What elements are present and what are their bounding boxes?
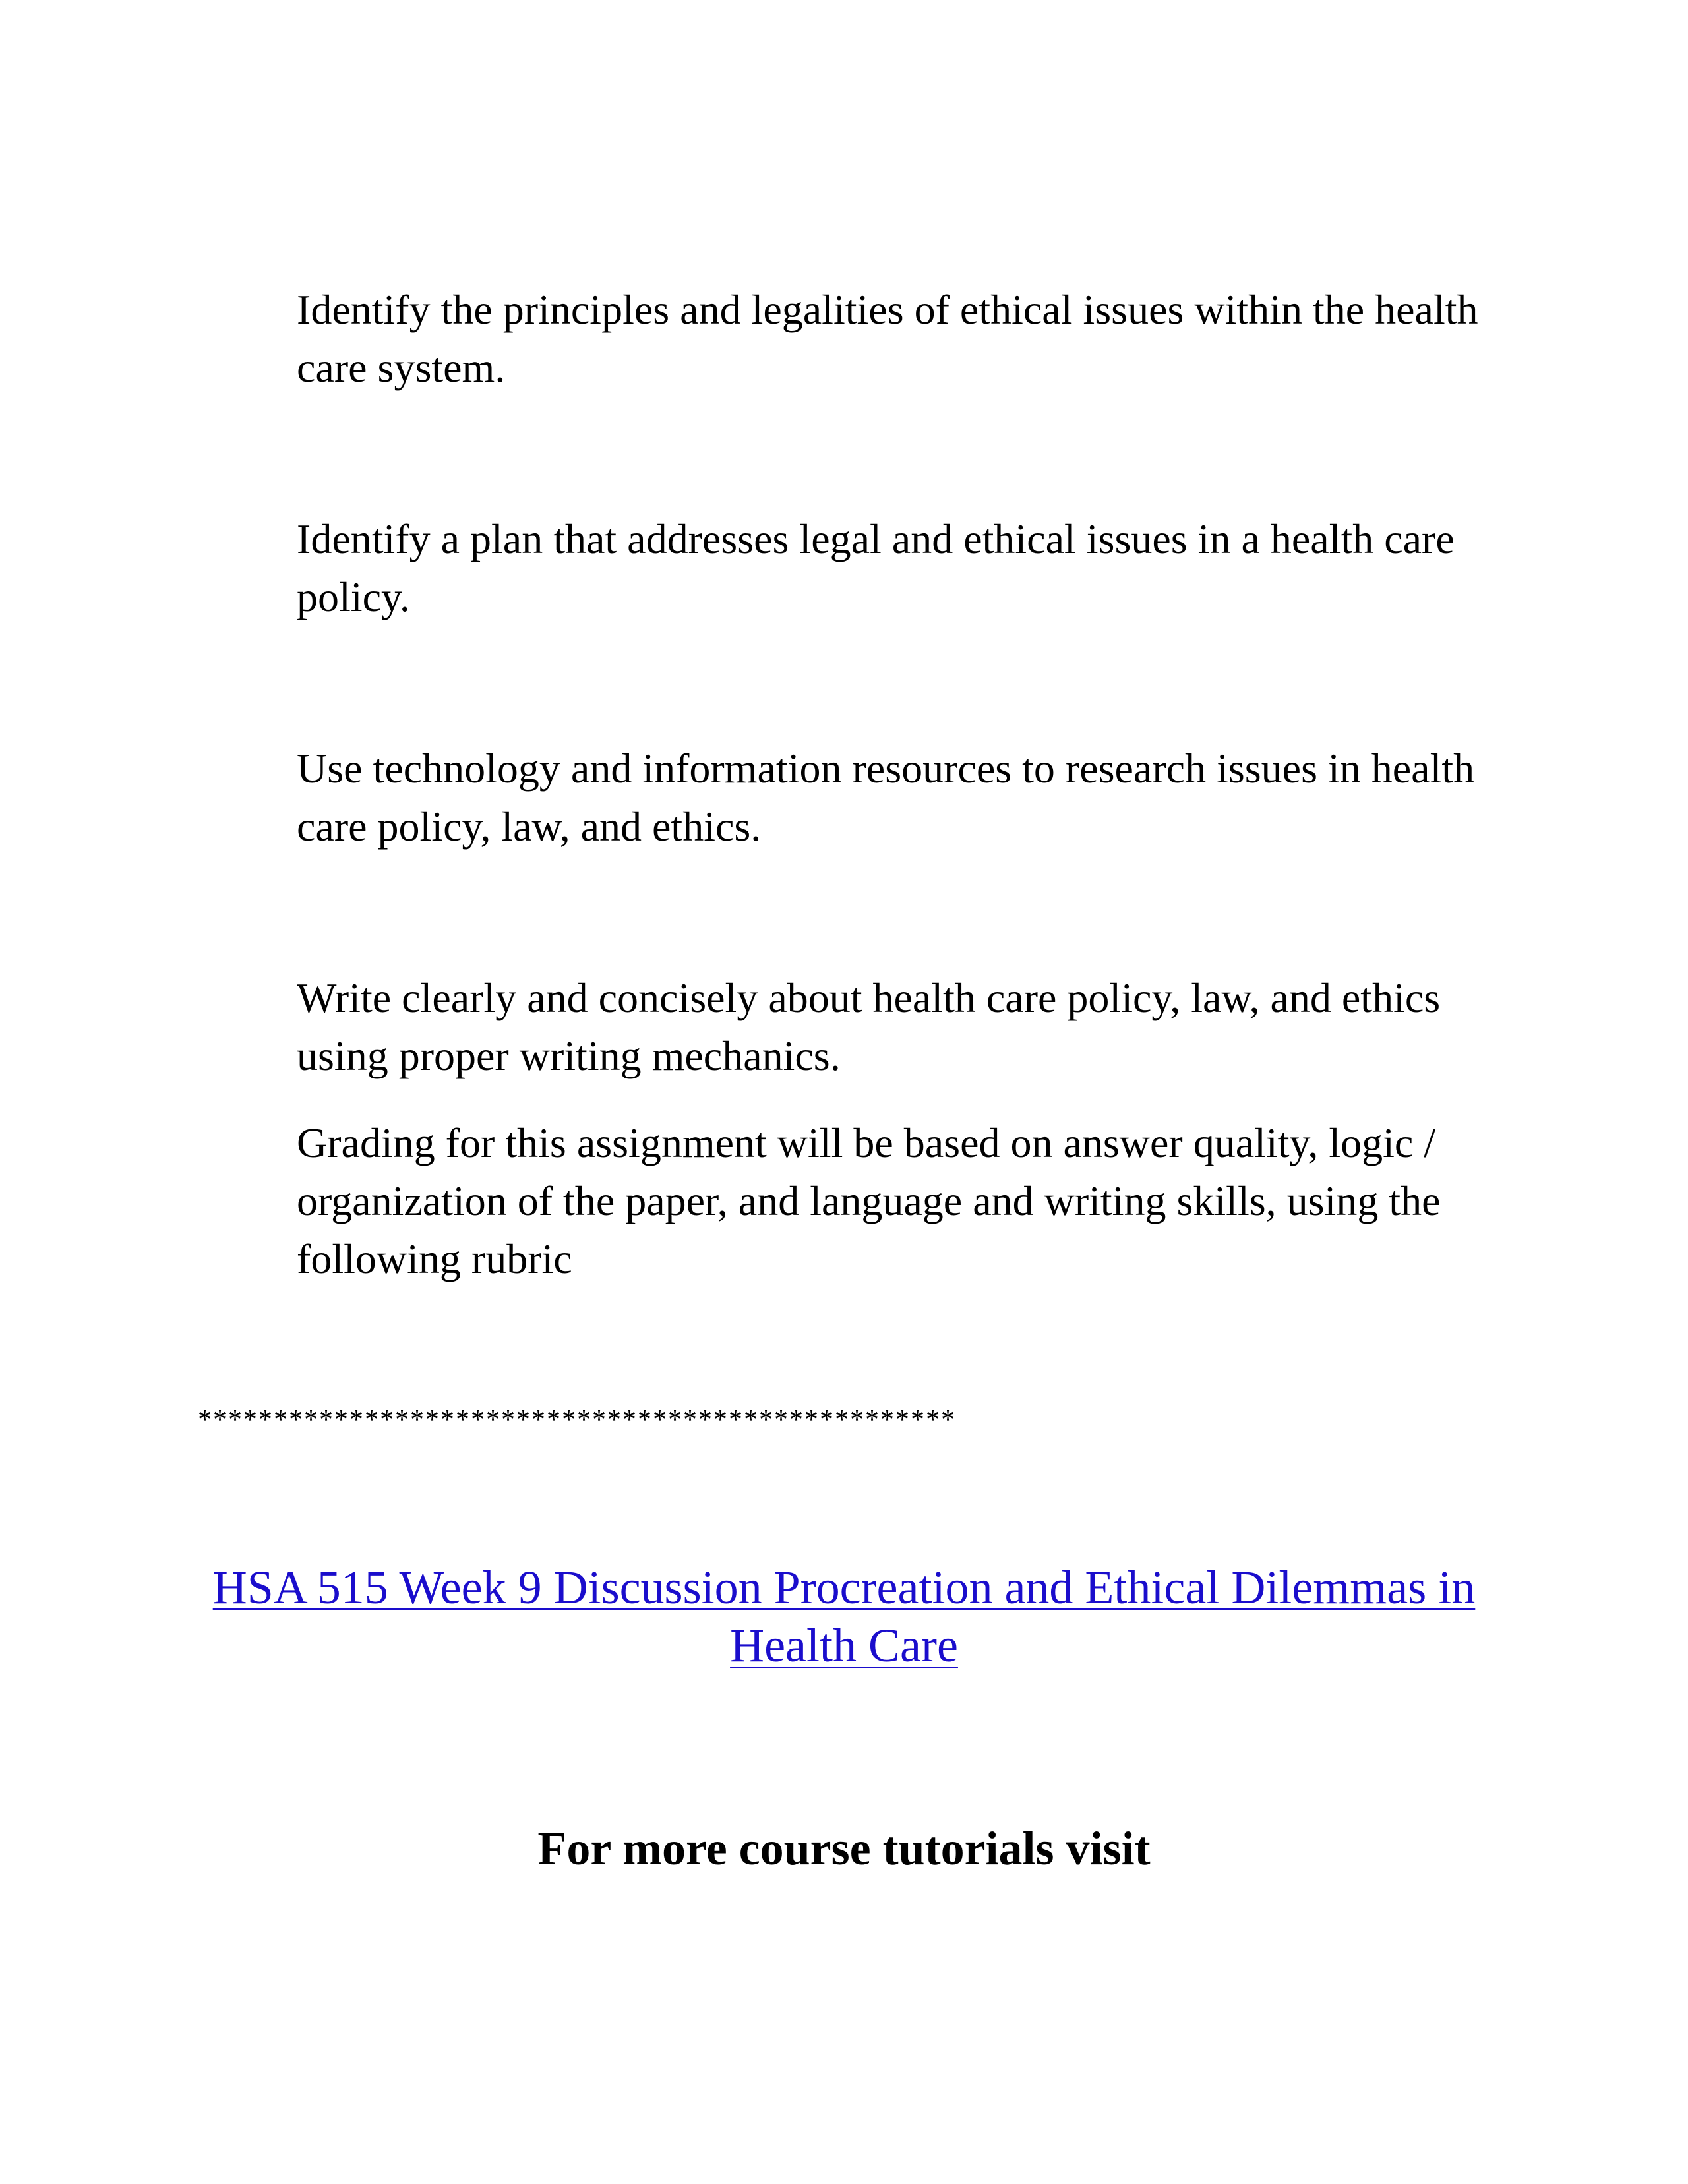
paragraph-principles: Identify the principles and legalities of ethical issues within the health care system. [297, 286, 1478, 391]
paragraph-plan: Identify a plan that addresses legal and ethical issues in a health care policy. [297, 516, 1455, 620]
paragraph-technology: Use technology and information resources to research issues in health care policy, law, and ethics. [297, 745, 1475, 850]
footer-heading: For more course tutorials visit [537, 1822, 1151, 1875]
asterisk-separator: ************************************************** [198, 1405, 956, 1435]
course-link[interactable]: HSA 515 Week 9 Discussion Procreation and Ethical Dilemmas in Health Care [212, 1561, 1476, 1672]
paragraph-grading: Grading for this assignment will be based on answer quality, logic / organization of the paper, and language and writing skills, using the following rubric [297, 1119, 1441, 1282]
paragraph-writing: Write clearly and concisely about health care policy, law, and ethics using proper writing mechanics. [297, 974, 1441, 1079]
